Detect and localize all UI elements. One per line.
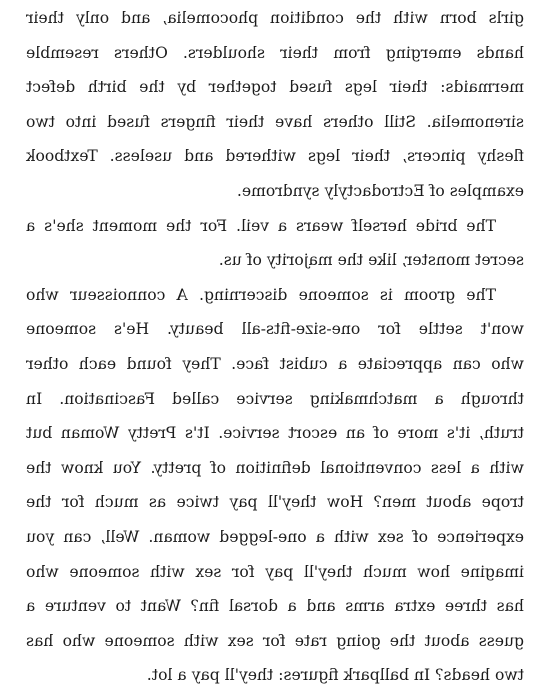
text-line: sirenomelia. Still others have their fingers fused into two	[26, 112, 524, 131]
text-line: hands emerging from their shoulders. Others resemble	[26, 43, 524, 62]
text-line: The groom is someone discerning. A connoisseur who	[26, 285, 496, 304]
paragraph-1	[26, 1, 524, 209]
text-line: examples of Ectrodactyly syndrome.	[236, 181, 524, 200]
text-line: secret monster, like the majority of us.	[218, 251, 524, 270]
text-line: guess about the going rate for sex with someone who has	[26, 631, 524, 650]
text-line: imagine how much they'll pay for sex with someone who	[26, 562, 524, 581]
text-line: truth, it's more of an escort service. It's Pretty Woman but	[26, 424, 524, 443]
text-line: who can appreciate a cubist face. They found each other	[26, 354, 524, 373]
text-line: won't settle for one-size-fits-all beauty. He's someone	[26, 320, 524, 339]
text-line: has three extra arms and a dorsal fin? Want to venture a	[26, 597, 524, 616]
text-line: mermaids: their legs fused together by the birth defect	[26, 78, 524, 97]
text-line: through a matchmaking service called Fascination. In	[26, 389, 524, 408]
text-line: experience of sex with a one-legged woman. Well, can you	[26, 527, 524, 546]
text-line: fleshy pincers, their legs withered and useless. Textbook	[26, 147, 524, 166]
paragraph-3	[26, 278, 524, 693]
text-line: trope about men? How they'll pay twice as much for the	[26, 493, 524, 512]
body-text	[26, 1, 524, 693]
text-line: girls born with the condition phocomelia, and only their	[26, 9, 524, 27]
paragraph-2	[26, 209, 524, 278]
text-line: The bride herself wears a veil. For the moment she's a	[26, 216, 496, 235]
text-line: with a less conventional definition of pretty. You know the	[26, 458, 524, 477]
text-line: two heads? In ballpark figures: they'll pay a lot.	[146, 666, 524, 685]
